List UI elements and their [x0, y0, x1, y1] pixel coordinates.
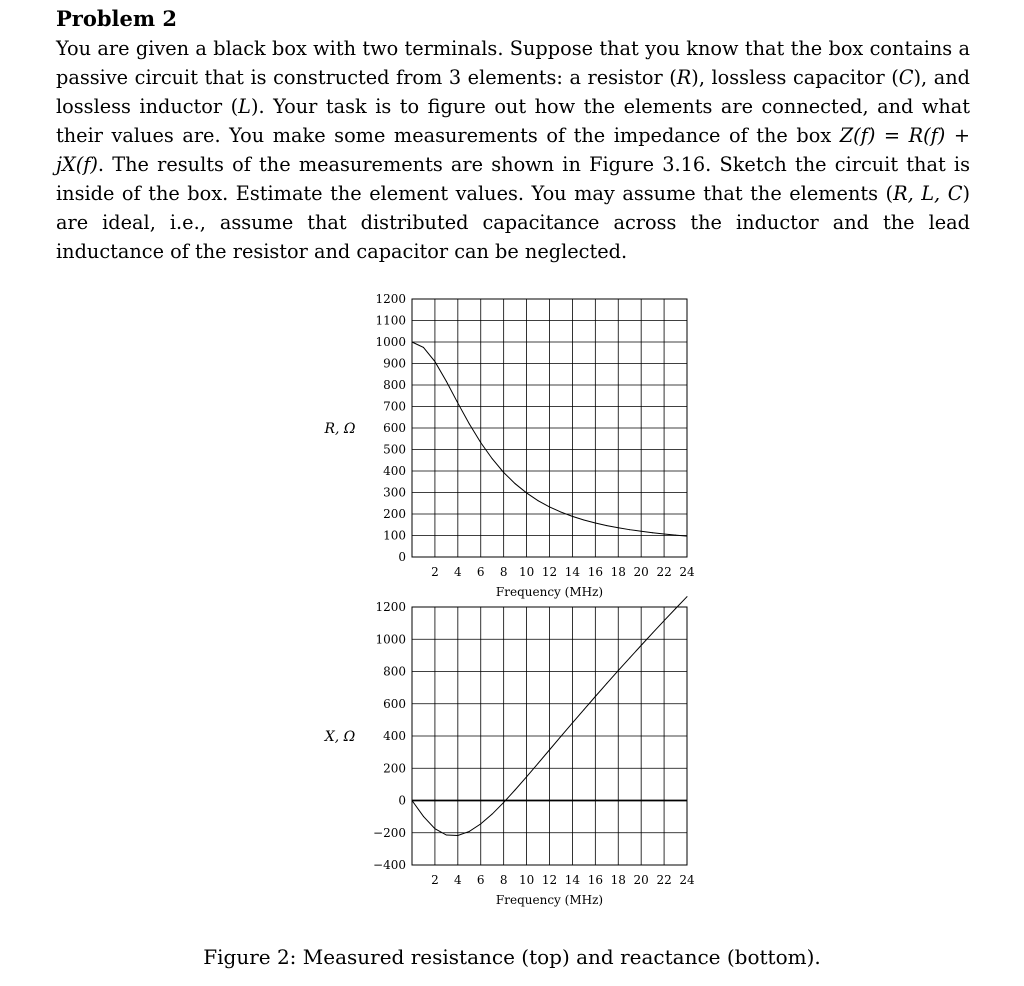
- y-tick-label: 0: [398, 550, 406, 564]
- y-tick-label: 600: [383, 421, 406, 435]
- problem-text-segment: ), and lossless inductor (: [56, 66, 970, 118]
- data-point: [652, 632, 653, 633]
- data-point: [412, 800, 413, 801]
- x-tick-label: 16: [587, 565, 603, 579]
- x-tick-label: 12: [541, 873, 558, 887]
- data-point: [492, 814, 493, 815]
- data-point: [606, 525, 607, 526]
- y-tick-label: 1000: [375, 335, 406, 349]
- data-point: [641, 531, 642, 532]
- y-tick-label: 1100: [375, 313, 406, 328]
- y-tick-label: 200: [383, 507, 406, 521]
- data-point: [434, 828, 435, 829]
- x-tick-label: 10: [518, 873, 535, 887]
- y-tick-label: 600: [383, 696, 406, 711]
- y-tick-label: −200: [373, 825, 406, 840]
- data-point: [618, 527, 619, 528]
- y-tick-label: 800: [383, 664, 406, 679]
- x-tick-label: 20: [633, 565, 649, 579]
- data-point: [480, 442, 481, 443]
- problem-text-segment: You are given a black box with two terminals. Suppose that you know that the box contains a passive circuit that is constructed from 3 elements: a resistor (: [56, 37, 970, 89]
- data-point: [469, 831, 470, 832]
- data-point: [457, 835, 458, 836]
- y-tick-label: 1200: [375, 292, 406, 306]
- problem-text-segment: ). Your task is to figure out how the elements are connected, and what their values are. You make some measurements of the impedance of the box: [56, 95, 970, 147]
- y-tick-label: 0: [398, 793, 406, 808]
- x-axis-label: Frequency (MHz): [495, 893, 604, 907]
- x-tick-label: 24: [679, 565, 695, 579]
- data-point: [560, 512, 561, 513]
- y-tick-label: 1000: [375, 632, 406, 647]
- x-tick-label: 6: [476, 873, 485, 887]
- data-point: [583, 709, 584, 710]
- math-symbol: L: [238, 95, 251, 118]
- x-tick-label: 22: [656, 873, 672, 887]
- data-point: [687, 596, 688, 597]
- x-tick-label: 22: [656, 565, 672, 579]
- data-point: [629, 529, 630, 530]
- y-tick-label: 900: [383, 356, 406, 371]
- x-tick-label: 14: [564, 565, 581, 579]
- data-point: [664, 533, 665, 534]
- x-tick-label: 2: [431, 873, 439, 887]
- x-tick-label: 8: [499, 565, 508, 579]
- data-point: [618, 670, 619, 671]
- data-point: [423, 816, 424, 817]
- y-tick-label: 400: [383, 464, 406, 478]
- y-tick-label: 800: [383, 378, 406, 392]
- data-point: [583, 520, 584, 521]
- data-point: [641, 645, 642, 646]
- y-tick-label: 400: [383, 729, 406, 743]
- problem-text-segment: ) are ideal, i.e., assume that distributed capacitance across the inductor and the lead inductance of the resistor and capacitor can be neglected.: [56, 182, 970, 263]
- problem-text-segment: . The results of the measurements are shown in Figure 3.16. Sketch the circuit that is inside of the box. Estimate the element values. You may assume that the elements (: [56, 153, 970, 205]
- data-point: [412, 342, 413, 343]
- data-point: [515, 483, 516, 484]
- x-tick-label: 10: [518, 565, 535, 579]
- data-point: [538, 763, 539, 764]
- x-tick-label: 8: [499, 873, 508, 887]
- data-point: [675, 608, 676, 609]
- math-symbol: Z(f) = R(f) + jX(f): [56, 124, 970, 176]
- data-point: [606, 683, 607, 684]
- data-point: [526, 776, 527, 777]
- data-point: [503, 802, 504, 803]
- x-tick-label: 6: [476, 565, 485, 579]
- data-point: [446, 381, 447, 382]
- data-point: [469, 423, 470, 424]
- y-tick-label: 700: [383, 399, 406, 414]
- math-symbol: C: [898, 66, 914, 89]
- data-point: [572, 516, 573, 517]
- math-symbol: R: [676, 66, 692, 89]
- data-point: [423, 347, 424, 348]
- problem-text-segment: ), lossless capacitor (: [691, 66, 899, 89]
- data-point: [515, 789, 516, 790]
- data-point: [560, 736, 561, 737]
- y-tick-label: 500: [383, 442, 406, 457]
- data-point: [434, 361, 435, 362]
- problem-text: [56, 34, 970, 266]
- data-point: [572, 722, 573, 723]
- data-point: [446, 835, 447, 836]
- problem-heading: Problem 2: [56, 6, 178, 31]
- data-point: [652, 532, 653, 533]
- data-point: [538, 500, 539, 501]
- x-axis-label: Frequency (MHz): [495, 585, 604, 599]
- data-point: [549, 506, 550, 507]
- x-tick-label: 18: [610, 565, 626, 579]
- y-tick-label: 100: [383, 528, 406, 543]
- data-point: [664, 620, 665, 621]
- y-axis-label: R, Ω: [324, 421, 356, 437]
- data-point: [480, 823, 481, 824]
- x-tick-label: 4: [454, 565, 462, 579]
- y-axis-label: X, Ω: [324, 729, 356, 745]
- math-symbol: R, L, C: [893, 182, 963, 205]
- x-tick-label: 20: [633, 873, 649, 887]
- problem-block: [56, 4, 970, 266]
- x-tick-label: 16: [587, 873, 603, 887]
- resistance-chart: [300, 288, 720, 608]
- data-point: [503, 472, 504, 473]
- data-point: [595, 523, 596, 524]
- x-tick-label: 12: [541, 565, 558, 579]
- x-tick-label: 24: [679, 873, 695, 887]
- data-point: [629, 657, 630, 658]
- y-tick-label: 200: [383, 761, 406, 776]
- x-tick-label: 4: [454, 873, 462, 887]
- data-point: [492, 458, 493, 459]
- data-point: [457, 403, 458, 404]
- x-tick-label: 2: [431, 565, 439, 579]
- figure-caption: Figure 2: Measured resistance (top) and reactance (bottom).: [203, 945, 821, 969]
- data-point: [595, 696, 596, 697]
- x-tick-label: 18: [610, 873, 626, 887]
- x-tick-label: 14: [564, 873, 581, 887]
- y-tick-label: −400: [373, 858, 406, 872]
- y-tick-label: 300: [383, 485, 406, 500]
- y-tick-label: 1200: [375, 600, 406, 614]
- reactance-chart: [300, 596, 720, 918]
- data-point: [687, 536, 688, 537]
- data-point: [549, 749, 550, 750]
- data-point: [526, 492, 527, 493]
- data-point: [675, 535, 676, 536]
